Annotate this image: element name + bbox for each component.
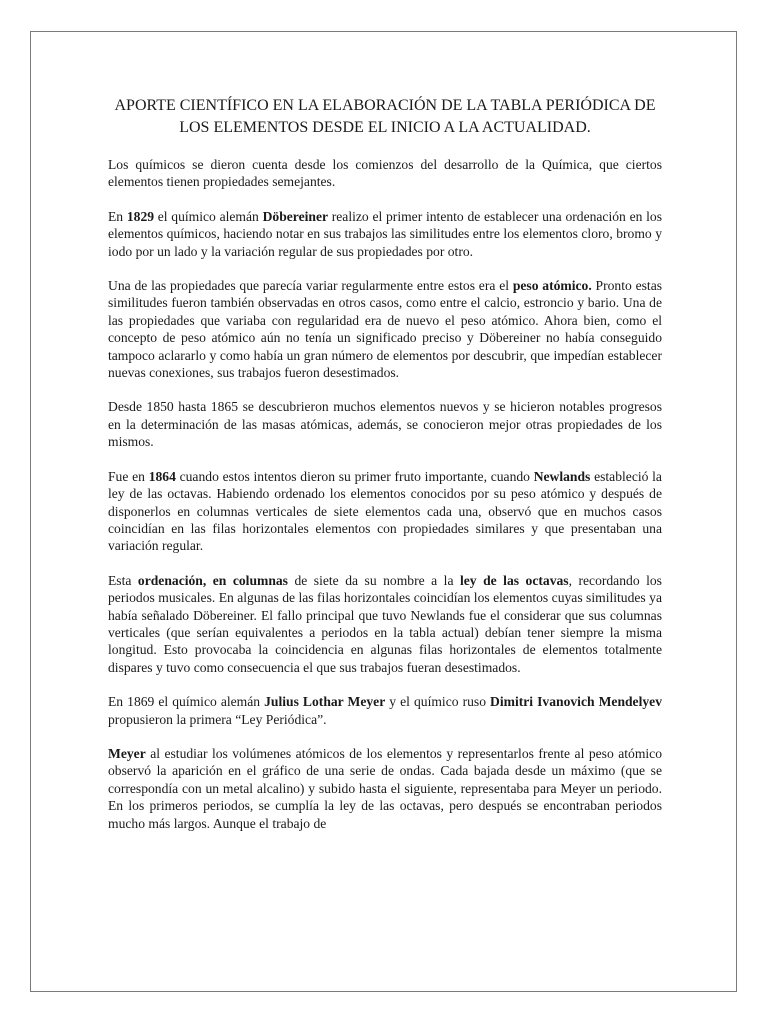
paragraph-intro-text: Los químicos se dieron cuenta desde los comienzos del desarrollo de la Química, que ciertos elementos tienen propiedades semejantes.	[108, 157, 662, 190]
paragraph-text: En 1869 el químico alemán	[108, 694, 265, 710]
paragraph-text: el químico alemán	[154, 208, 263, 224]
paragraph-text: al estudiar los volúmenes atómicos de los elementos y representarlos frente al peso atómico observó la aparición en el gráfico de una serie de ondas. Cada bajada desde un máximo (que se correspondía con un metal alcalino) y subido hasta el siguiente, representaba para Meyer un periodo. En los primeros periodos, se cumplía la ley de las octavas, pero después se encontraban periodos mucho más largos. Aunque el trabajo de	[108, 745, 662, 831]
paragraph-octaves	[108, 572, 662, 676]
paragraph-text: En	[108, 208, 127, 224]
paragraph-text: propusieron la primera “Ley Periódica”.	[108, 711, 327, 727]
paragraph-1850-1865	[108, 398, 662, 450]
paragraph-text: de siete da su nombre a la	[287, 572, 460, 588]
paragraph-newlands	[108, 468, 662, 555]
paragraph-text: realizo el primer intento de establecer una ordenación en los elementos químicos, haciendo notar en sus trabajos las similitudes entre los elementos cloro, bromo y iodo por un lado y la variación regular de sus propiedades por otro.	[108, 208, 662, 259]
paragraph-meyer	[108, 745, 662, 832]
bold-year: 1829	[126, 208, 155, 224]
bold-name: Meyer	[108, 745, 146, 761]
paragraph-intro	[108, 156, 662, 191]
paragraph-periodic-law	[108, 693, 662, 728]
paragraph-text: Una de las propiedades que parecía variar regularmente entre estos era el	[108, 278, 513, 294]
bold-name: Julius Lothar Meyer	[264, 694, 386, 710]
document-body	[108, 95, 662, 849]
bold-year: 1864	[148, 468, 176, 484]
paragraph-text: y el químico ruso	[385, 694, 491, 710]
bold-term: peso atómico.	[512, 278, 592, 294]
paragraph-text: Pronto estas similitudes fueron también observadas en otros casos, como entre el calcio, estroncio y bario. Una de las propiedades que variaba con regularidad era de nuevo el peso atómico. Ahora bien, como el concepto de peso atómico aún no tenía un significado preciso y Döbereiner no había conseguido tampoco aclararlo y como había un gran número de elementos por descubrir, que impedían establecer nuevas conexiones, sus trabajos fueron desestimados.	[108, 278, 663, 381]
paragraph-text: estableció la ley de las octavas. Habiendo ordenado los elementos conocidos por su peso atómico y después de disponerlos en columnas verticales de siete elementos cada una, observó que en muchos casos coincidían en las filas horizontales elementos con propiedades similares y que presentaban una variación regular.	[108, 468, 662, 554]
bold-term: ordenación, en columnas	[137, 572, 288, 588]
bold-name: Dimitri Ivanovich Mendelyev	[490, 694, 662, 710]
paragraph-text: Fue en	[108, 468, 149, 484]
paragraph-text: Esta	[108, 572, 138, 588]
paragraph-text: Desde 1850 hasta 1865 se descubrieron muchos elementos nuevos y se hicieron notables progresos en la determinación de las masas atómicas, además, se conocieron mejor otras propiedades de los mismos.	[108, 399, 662, 450]
document-page	[30, 31, 737, 992]
paragraph-dobereiner	[108, 208, 662, 260]
bold-name: Döbereiner	[262, 208, 329, 224]
document-title: APORTE CIENTÍFICO EN LA ELABORACIÓN DE LA TABLA PERIÓDICA DE LOS ELEMENTOS DESDE EL INICIO A LA ACTUALIDAD.	[114, 97, 656, 136]
paragraph-text: cuando estos intentos dieron su primer fruto importante, cuando	[175, 468, 534, 484]
paragraph-text: , recordando los periodos musicales. En algunas de las filas horizontales coincidían los elementos cuyas similitudes ya había señalado Döbereiner. El fallo principal que tuvo Newlands fue el considerar que sus columnas verticales (que serían equivalentes a periodos en la tabla actual) debían tener siempre la misma longitud. Esto provocaba la coincidencia en algunas filas horizontales de elementos totalmente dispares y tuvo como consecuencia el que sus trabajos fueran desestimados.	[108, 572, 662, 675]
bold-term: ley de las octavas	[459, 572, 569, 588]
paragraph-atomic-weight	[108, 277, 662, 381]
bold-name: Newlands	[533, 468, 591, 484]
